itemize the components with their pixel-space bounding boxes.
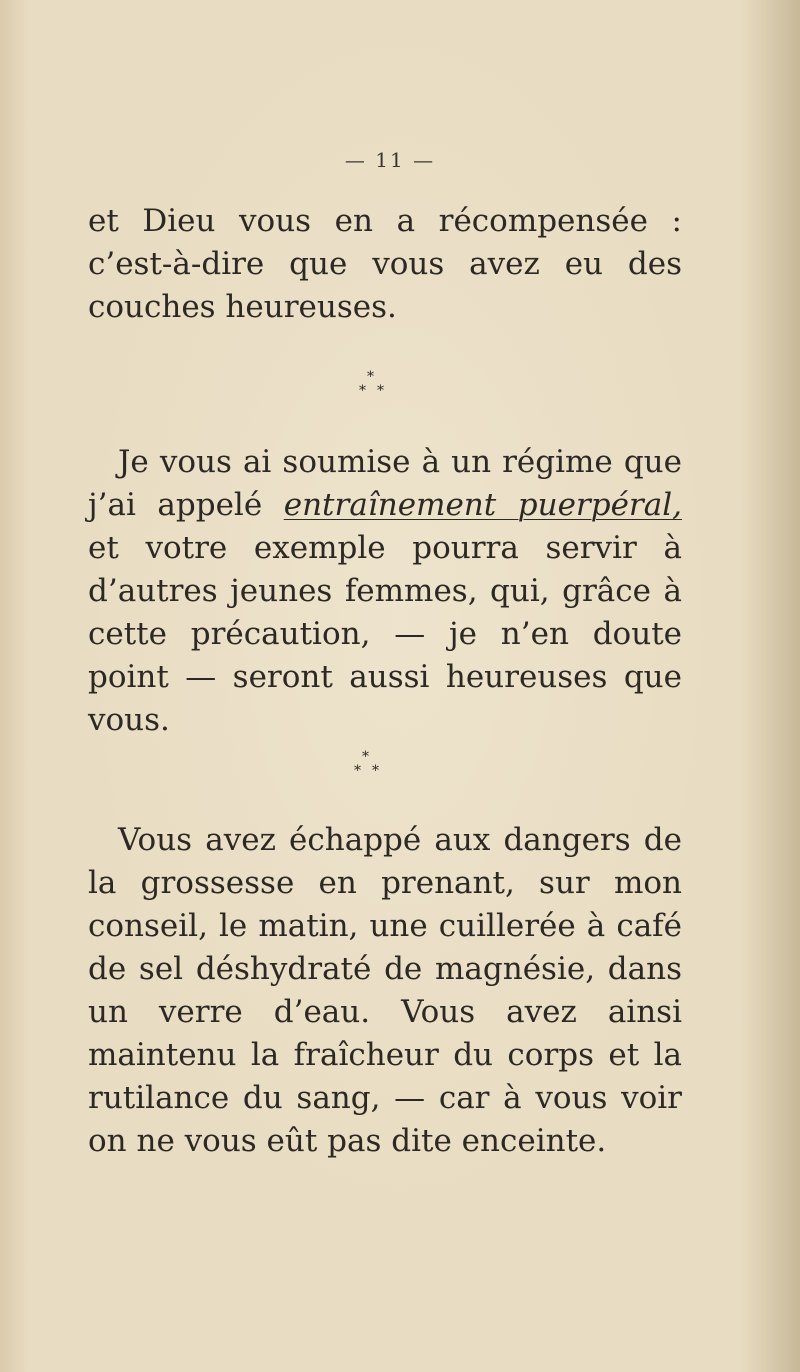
paragraph-2-text-start: Je vous ai soumise à un régime que j’ai appelé [88, 444, 682, 523]
paragraph-1-text: et Dieu vous en a récompensée : c’est-à-dire que vous avez eu des couches heureuses. [88, 203, 682, 325]
paragraph-2 [88, 441, 682, 742]
page-number: — 11 — [344, 148, 436, 172]
asterism-star: * [367, 369, 374, 385]
paragraph-1 [88, 200, 682, 329]
asterism-star: * [354, 763, 361, 779]
asterism-star: * [377, 383, 384, 399]
asterism-star: * [362, 749, 369, 765]
italic-term: entraînement puerpéral, [283, 487, 682, 523]
paragraph-3-text: Vous avez échappé aux dangers de la grossesse en prenant, sur mon conseil, le matin, une cuillerée à café de sel déshydraté de magnésie, dans un verre d’eau. Vous avez ainsi maintenu la fraîcheur du corps et la rutilance du sang, — car à vous voir on ne vous eût pas dite enceinte. [88, 822, 682, 1159]
asterism-separator-2 [340, 750, 410, 790]
paragraph-3 [88, 819, 682, 1163]
asterism-separator-1 [345, 370, 415, 410]
paragraph-2-text-end: et votre exemple pourra servir à d’autres jeunes femmes, qui, grâce à cette précaution, — je n’en doute point — seront aussi heureuses que vous. [88, 530, 682, 738]
paragraph-2-text [88, 441, 682, 742]
asterism-star: * [372, 763, 379, 779]
asterism-star: * [359, 383, 366, 399]
